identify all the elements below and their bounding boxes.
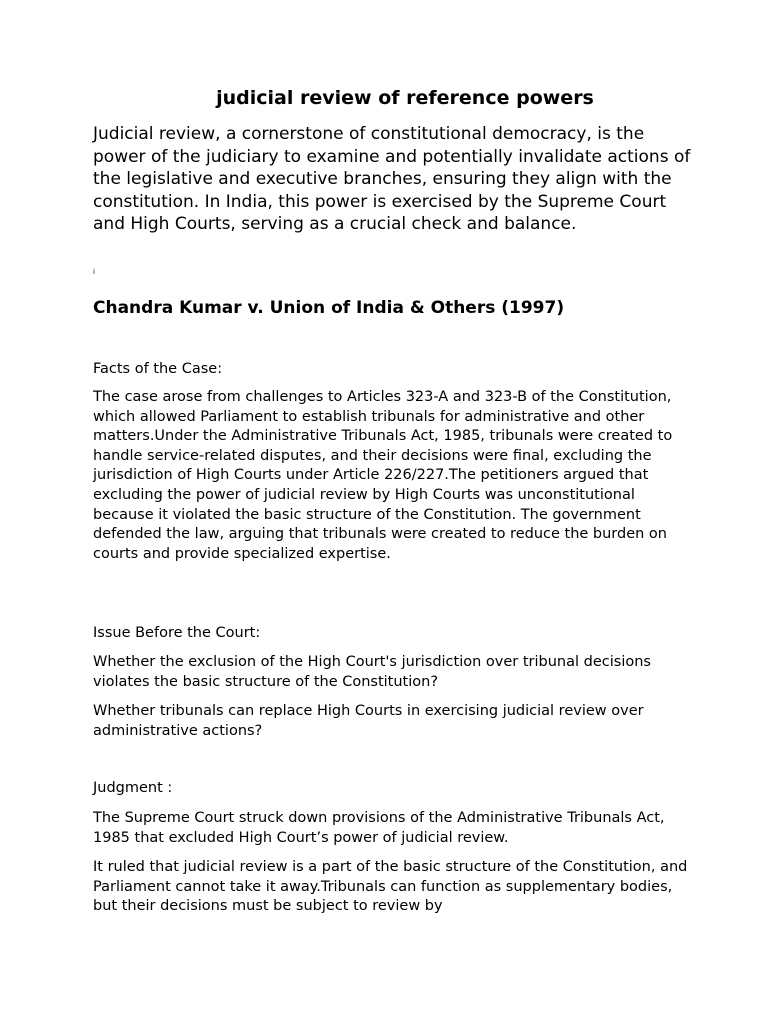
facts-paragraph: The case arose from challenges to Articles 323-A and 323-B of the Constitution, which allowed Parliament to establish tribunals for administrative and other matters.Under the Administrative Tribunals Act, 1985, tribunals were created to handle service-related disputes, and their decisions were final, excluding the jurisdiction of High Courts under Article 226/227.The petitioners argued that excluding the power of judicial review by High Courts was unconstitutional because it violated the basic structure of the Constitution. The government defended the law, arguing that tribunals were created to reduce the burden on courts and provide specialized expertise. — [93, 389, 673, 562]
judgment-point-1: The Supreme Court struck down provisions of the Administrative Tribunals Act, 1985 that excluded High Court’s power of judicial review. — [93, 810, 665, 846]
case-title: Chandra Kumar v. Union of India & Others (1997) — [93, 298, 565, 318]
facts-heading: Facts of the Case: — [93, 361, 223, 377]
issue-heading: Issue Before the Court: — [93, 625, 261, 641]
issue-point-1: Whether the exclusion of the High Court's jurisdiction over tribunal decisions violates the basic structure of the Constitution? — [93, 654, 651, 690]
document-title: judicial review of reference powers — [216, 87, 594, 109]
issue-point-2: Whether tribunals can replace High Courts in exercising judicial review over administrative actions? — [93, 703, 644, 739]
intro-paragraph: Judicial review, a cornerstone of constitutional democracy, is the power of the judiciary to examine and potentially invalidate actions of the legislative and executive branches, ensuring they align with the constitution. In India, this power is exercised by the Supreme Court and High Courts, serving as a crucial check and balance. — [93, 124, 691, 235]
judgment-point-2: It ruled that judicial review is a part of the basic structure of the Constitution, and Parliament cannot take it away.Tribunals can function as supplementary bodies, but their decisions must be subject to review by — [93, 859, 688, 915]
footnote-marker: i — [93, 268, 95, 276]
judgment-heading: Judgment : — [93, 780, 173, 796]
